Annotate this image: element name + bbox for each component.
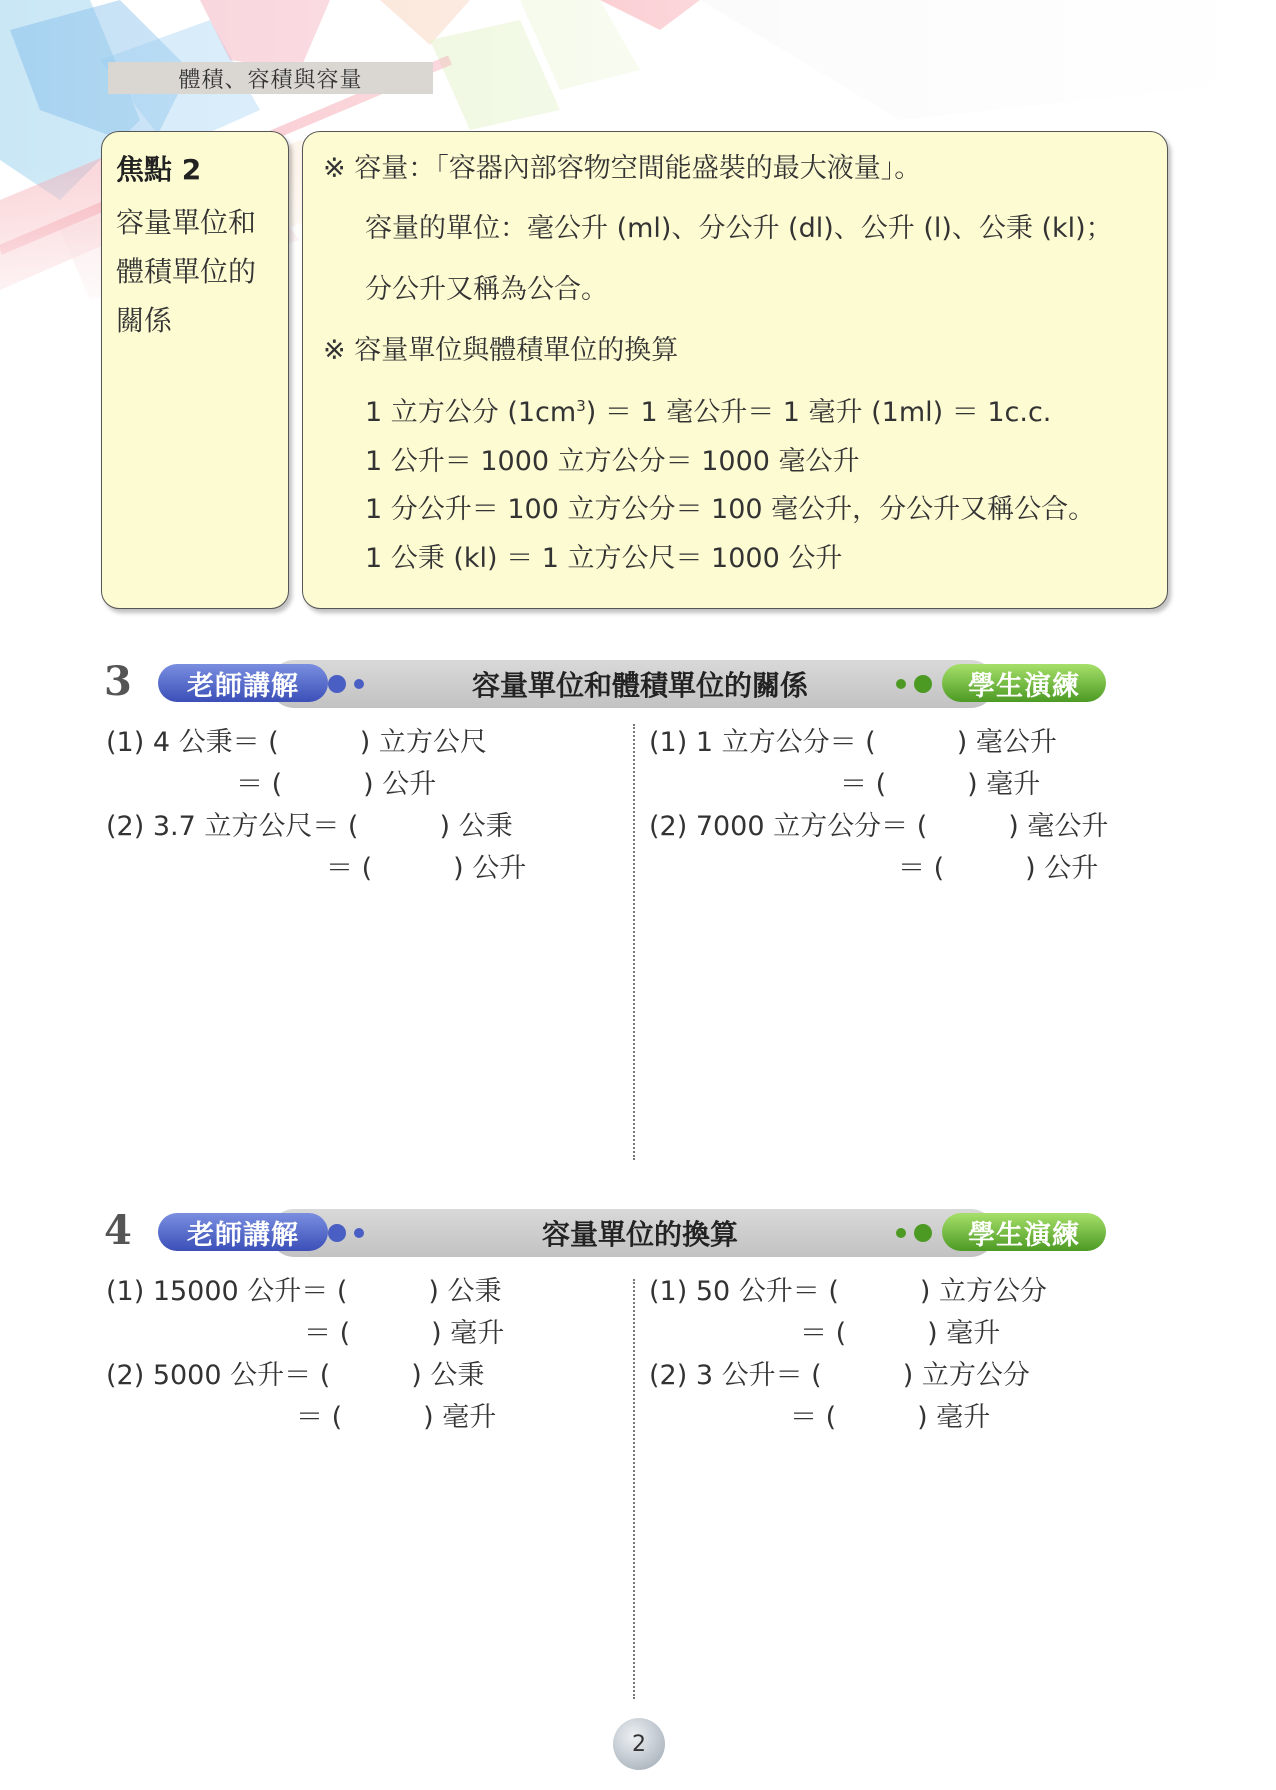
- conversion-line-4: 1 公秉 (kl) ＝ 1 立方公尺＝ 1000 公升: [365, 543, 843, 574]
- student-practice-pill: 學生演練: [942, 1213, 1106, 1251]
- section-4: [0, 1199, 1276, 1709]
- blue-dot-small: [354, 679, 364, 689]
- question-line: (1) 4 公秉＝ ( ) 立方公尺: [106, 727, 487, 758]
- page-number: 2: [613, 1718, 665, 1770]
- section-3: [0, 650, 1276, 1170]
- green-dot-small: [896, 679, 906, 689]
- capacity-units-note: 分公升又稱為公合。: [365, 274, 608, 305]
- question-line: (1) 50 公升＝ ( ) 立方公分: [649, 1276, 1047, 1307]
- conversion-line-1-part-b: ) ＝ 1 毫公升＝ 1 毫升 (1ml) ＝ 1c.c.: [585, 397, 1052, 428]
- conversion-line-1-part-a: 1 立方公分 (1cm: [365, 397, 577, 428]
- question-line: ＝ ( ) 毫升: [296, 1402, 497, 1433]
- question-line: (2) 3.7 立方公尺＝ ( ) 公秉: [106, 811, 513, 842]
- capacity-definition: ※ 容量：「容器內部容物空間能盛裝的最大液量」。: [323, 153, 922, 184]
- question-line: (2) 7000 立方公分＝ ( ) 毫公升: [649, 811, 1109, 842]
- chapter-tab: 體積、容積與容量: [108, 62, 433, 94]
- column-divider: [633, 1279, 635, 1699]
- question-line: ＝ ( ) 毫升: [800, 1318, 1001, 1349]
- focus-subtitle-line: 容量單位和: [116, 206, 257, 239]
- focus-content-box: [302, 131, 1168, 609]
- question-line: ＝ ( ) 毫升: [790, 1402, 991, 1433]
- section-number: 4: [104, 1207, 132, 1254]
- conversion-heading: ※ 容量單位與體積單位的換算: [323, 335, 679, 366]
- section-number: 3: [104, 658, 132, 705]
- section-title: 容量單位的換算: [541, 1218, 738, 1251]
- question-line: (1) 1 立方公分＝ ( ) 毫公升: [649, 727, 1057, 758]
- focus-subtitle-line: 關係: [116, 304, 173, 337]
- column-divider: [633, 724, 635, 1160]
- green-dot-large: [914, 1224, 932, 1242]
- conversion-line-1: [365, 390, 1051, 429]
- question-line: ＝ ( ) 毫升: [840, 769, 1041, 800]
- blue-dot-large: [328, 1224, 346, 1242]
- conversion-line-3: 1 分公升＝ 100 立方公分＝ 100 毫公升，分公升又稱公合。: [365, 494, 1096, 525]
- focus-subtitle-line: 體積單位的: [116, 255, 257, 288]
- section-title: 容量單位和體積單位的關係: [471, 669, 808, 702]
- conversion-line-2: 1 公升＝ 1000 立方公分＝ 1000 毫公升: [365, 446, 860, 477]
- question-line: (1) 15000 公升＝ ( ) 公秉: [106, 1276, 502, 1307]
- question-line: ＝ ( ) 公升: [326, 853, 527, 884]
- focus-title: 焦點 2: [116, 153, 202, 186]
- teacher-explain-pill: 老師講解: [158, 664, 328, 702]
- question-line: ＝ ( ) 公升: [236, 769, 437, 800]
- cube-superscript: 3: [576, 397, 586, 415]
- capacity-units: 容量的單位：毫公升 (ml)、分公升 (dl)、公升 (l)、公秉 (kl)；: [365, 213, 1113, 244]
- question-line: ＝ ( ) 毫升: [304, 1318, 505, 1349]
- question-line: (2) 5000 公升＝ ( ) 公秉: [106, 1360, 485, 1391]
- green-dot-small: [896, 1228, 906, 1238]
- focus-label-box: [101, 131, 289, 609]
- question-line: ＝ ( ) 公升: [898, 853, 1099, 884]
- question-line: (2) 3 公升＝ ( ) 立方公分: [649, 1360, 1030, 1391]
- teacher-explain-pill: 老師講解: [158, 1213, 328, 1251]
- blue-dot-small: [354, 1228, 364, 1238]
- student-practice-pill: 學生演練: [942, 664, 1106, 702]
- green-dot-large: [914, 675, 932, 693]
- blue-dot-large: [328, 675, 346, 693]
